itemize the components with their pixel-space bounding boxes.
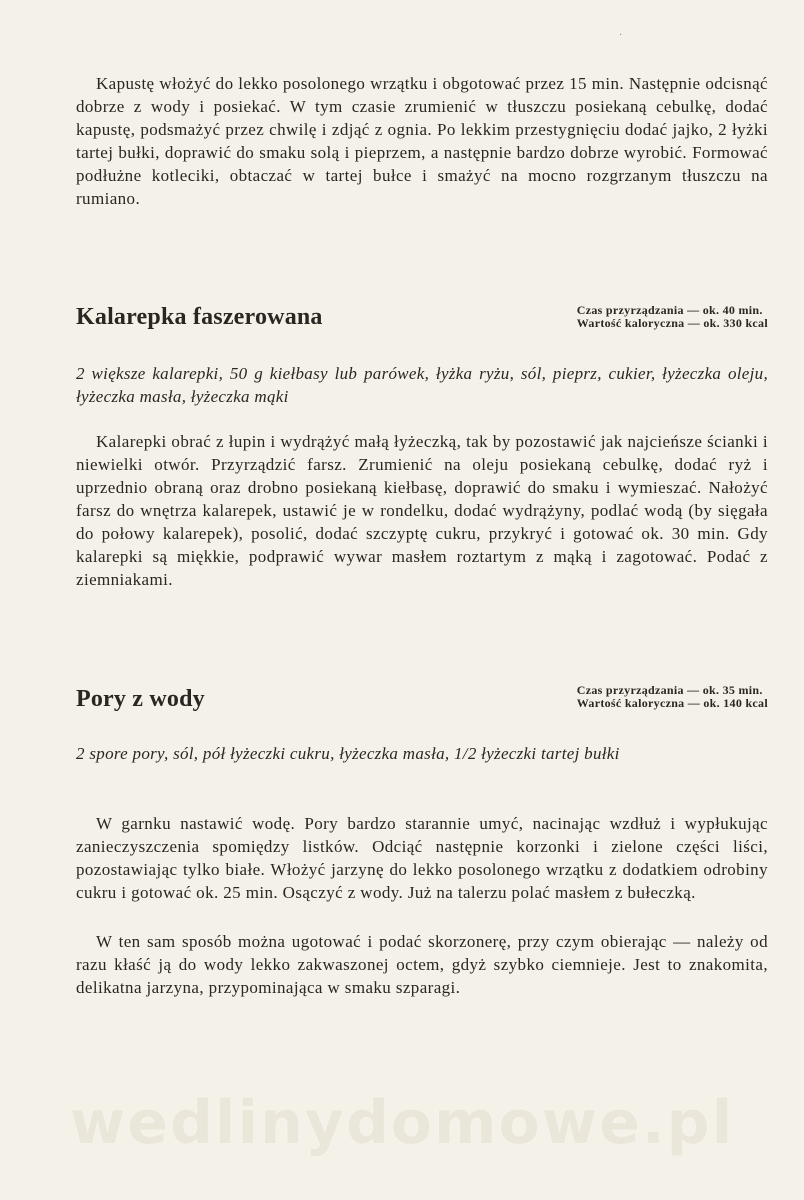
method-paragraph-pory-2: W ten sam sposób można ugotować i podać skorzonerę, przy czym obierając — należy od razu kłaść ją do wody lekko zakwaszonej octem, gdyż szybko ciemnieje. Jest to znakomita, delikatna jarzyna, przypominająca w smaku szparagi. <box>76 932 768 997</box>
recipe-title-pory: Pory z wody <box>76 686 205 712</box>
intro-paragraph: Kapustę włożyć do lekko posolonego wrzątku i obgotować przez 15 min. Następnie odcisnąć dobrze z wody i posiekać. W tym czasie zrumienić w tłuszczu posiekaną cebulkę, dodać kapustę, podsmażyć przez chwilę i zdjąć z ognia. Po lekkim przestygnięciu dodać jajko, 2 łyżki tartej bułki, doprawić do smaku solą i pieprzem, a następnie bardzo dobrze wyrobić. Formować podłużne kotleciki, obtaczać w tartej bułce i smażyć na mocno rozgrzanym tłuszczu na rumiano. <box>76 74 768 208</box>
recipe-meta-kalarepka <box>577 304 768 330</box>
method-paragraph-pory-1: W garnku nastawić wodę. Pory bardzo starannie umyć, nacinając wzdłuż i wypłukując zanieczyszczenia spomiędzy listków. Odciąć następnie korzonki i zielone części liści, pozostawiając tylko białe. Włożyć jarzynę do lekko posolonego wrzątku z dodatkiem odrobiny cukru i gotować ok. 25 min. Osączyć z wody. Już na talerzu polać masłem z bułeczką. <box>76 814 768 902</box>
method-paragraph-kalarepka: Kalarepki obrać z łupin i wydrążyć małą łyżeczką, tak by pozostawić jak najcieńsze ścianki i niewielki otwór. Przyrządzić farsz. Zrumienić na oleju posiekaną cebulkę, dodać ryż i uprzednio obraną oraz drobno posiekaną kiełbasę, doprawić do smaku i wymieszać. Nałożyć farsz do wnętrza kalarepek, ustawić je w rondelku, dodać wydrążyny, podlać wodą (by sięgała do połowy kalarepek), posolić, dodać szczyptę cukru, przykryć i gotować ok. 30 min. Gdy kalarepki są miękkie, podprawić wywar masłem roztartym z mąką i zagotować. Podać z ziemniakami. <box>76 432 768 589</box>
calories: Wartość kaloryczna — ok. 330 kcal <box>576 316 768 330</box>
calories: Wartość kaloryczna — ok. 140 kcal <box>576 696 768 710</box>
page-speck: · <box>619 30 623 41</box>
recipe-title-kalarepka: Kalarepka faszerowana <box>76 304 323 330</box>
ingredients-kalarepka: 2 większe kalarepki, 50 g kiełbasy lub parówek, łyżka ryżu, sól, pieprz, cukier, łyżeczka oleju, łyżeczka masła, łyżeczka mąki <box>76 364 768 406</box>
ingredients-pory: 2 spore pory, sól, pół łyżeczki cukru, łyżeczka masła, 1/2 łyżeczki tartej bułki <box>76 744 620 763</box>
prep-time: Czas przyrządzania — ok. 35 min. <box>576 683 763 697</box>
prep-time: Czas przyrządzania — ok. 40 min. <box>576 303 763 317</box>
watermark: wedlinydomowe.pl <box>69 1088 735 1158</box>
recipe-meta-pory <box>577 684 768 710</box>
